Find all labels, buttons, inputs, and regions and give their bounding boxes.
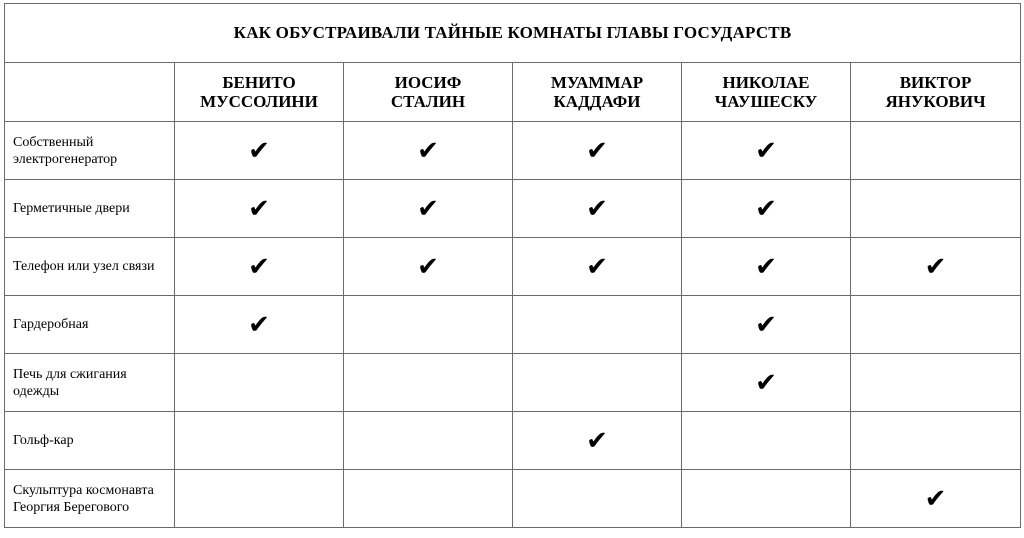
table-row [5, 296, 1021, 354]
row-label: Гардеробная [5, 296, 175, 354]
table-cell [682, 296, 851, 354]
table-cell [513, 238, 682, 296]
column-header-gaddafi [513, 63, 682, 122]
column-header-first-name: МУАММАР [550, 73, 644, 92]
column-header-first-name: БЕНИТО [222, 73, 296, 92]
table-cell [175, 180, 344, 238]
table-cell [175, 238, 344, 296]
row-label: Гольф-кар [5, 412, 175, 470]
column-header-last-name: ЯНУКОВИЧ [885, 92, 986, 111]
checkmark-icon: ✔ [755, 309, 777, 340]
checkmark-icon: ✔ [586, 425, 608, 456]
checkmark-icon: ✔ [755, 135, 777, 166]
column-header-stalin [344, 63, 513, 122]
table-cell [682, 180, 851, 238]
table-cell [175, 354, 344, 412]
column-header-last-name: ЧАУШЕСКУ [714, 92, 818, 111]
comparison-table [4, 3, 1021, 528]
table-cell [682, 412, 851, 470]
header-row [5, 63, 1021, 122]
table-cell [851, 180, 1021, 238]
table-row [5, 412, 1021, 470]
checkmark-icon: ✔ [586, 135, 608, 166]
table-title: КАК ОБУСТРАИВАЛИ ТАЙНЫЕ КОМНАТЫ ГЛАВЫ ГОСУДАРСТВ [5, 4, 1021, 63]
column-header-last-name: КАДДАФИ [553, 92, 641, 111]
table-row [5, 470, 1021, 528]
table-row [5, 238, 1021, 296]
column-header-yanukovych [851, 63, 1021, 122]
row-label: Герметичные двери [5, 180, 175, 238]
table-cell [682, 354, 851, 412]
checkmark-icon: ✔ [755, 251, 777, 282]
table-cell [513, 296, 682, 354]
table-cell [513, 180, 682, 238]
table-cell [175, 470, 344, 528]
table-cell [682, 470, 851, 528]
empty-corner-cell [5, 63, 175, 122]
column-header-first-name: НИКОЛАЕ [722, 73, 810, 92]
row-label: Собственный электрогенератор [5, 122, 175, 180]
checkmark-icon: ✔ [248, 251, 270, 282]
column-header-last-name: СТАЛИН [390, 92, 466, 111]
column-header-last-name: МУССОЛИНИ [200, 92, 318, 111]
row-label: Телефон или узел связи [5, 238, 175, 296]
comparison-table-wrapper [4, 3, 1020, 528]
column-header-first-name: ИОСИФ [394, 73, 462, 92]
table-body [5, 122, 1021, 528]
table-cell [513, 470, 682, 528]
table-cell [682, 238, 851, 296]
table-row [5, 354, 1021, 412]
table-cell [513, 122, 682, 180]
checkmark-icon: ✔ [248, 193, 270, 224]
checkmark-icon: ✔ [586, 251, 608, 282]
table-cell [344, 122, 513, 180]
checkmark-icon: ✔ [417, 193, 439, 224]
table-cell [851, 412, 1021, 470]
row-label: Печь для сжигания одежды [5, 354, 175, 412]
checkmark-icon: ✔ [417, 135, 439, 166]
row-label: Скульптура космонавта Георгия Берегового [5, 470, 175, 528]
checkmark-icon: ✔ [248, 309, 270, 340]
column-header-ceausescu [682, 63, 851, 122]
checkmark-icon: ✔ [924, 483, 947, 514]
table-cell [851, 238, 1021, 296]
table-cell [513, 354, 682, 412]
table-cell [682, 122, 851, 180]
column-header-first-name: ВИКТОР [899, 73, 972, 92]
table-cell [175, 296, 344, 354]
table-cell [513, 412, 682, 470]
checkmark-icon: ✔ [417, 251, 439, 282]
table-cell [344, 354, 513, 412]
table-cell [851, 354, 1021, 412]
checkmark-icon: ✔ [248, 135, 270, 166]
checkmark-icon: ✔ [586, 193, 608, 224]
checkmark-icon: ✔ [755, 367, 777, 398]
table-cell [344, 412, 513, 470]
table-cell [851, 122, 1021, 180]
column-header-mussolini [175, 63, 344, 122]
table-cell [344, 470, 513, 528]
table-cell [344, 180, 513, 238]
table-cell [851, 296, 1021, 354]
checkmark-icon: ✔ [924, 251, 947, 282]
table-cell [175, 122, 344, 180]
table-cell [344, 238, 513, 296]
checkmark-icon: ✔ [755, 193, 777, 224]
table-row [5, 122, 1021, 180]
table-row [5, 180, 1021, 238]
table-cell [175, 412, 344, 470]
table-cell [851, 470, 1021, 528]
table-cell [344, 296, 513, 354]
